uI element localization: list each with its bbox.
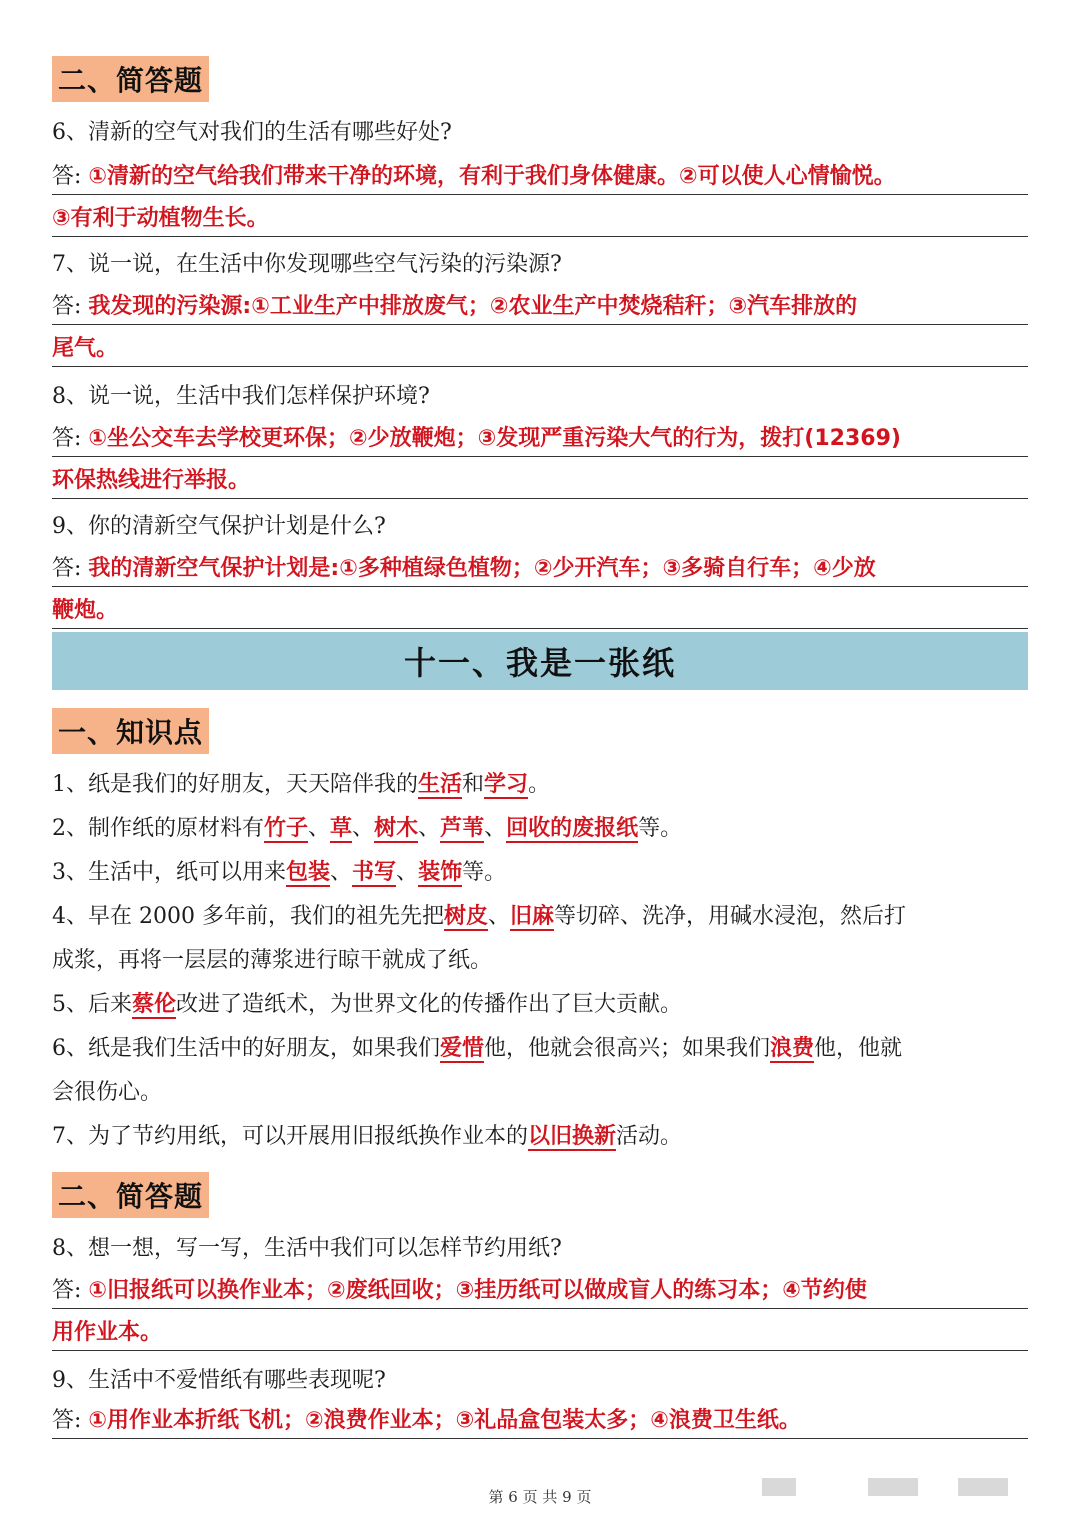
text: 等切碎、洗净，用碱水浸泡，然后打: [554, 904, 907, 929]
question-8b: 8、想一想，写一写，生活中我们可以怎样节约用纸?: [52, 1236, 562, 1261]
chapter-banner: 十一、我是一张纸: [52, 632, 1028, 690]
text: 3、生活中，纸可以用来: [52, 860, 286, 885]
section-title-short-answer: 二、简答题: [52, 56, 209, 102]
keyword: 竹子: [264, 816, 309, 841]
answer-7-text-2: 尾气。: [52, 336, 119, 361]
text: 4、早在 2000 多年前，我们的祖先先把: [52, 904, 444, 929]
answer-6-line-1: [52, 162, 1028, 195]
answer-8b-line-2: [52, 1318, 1028, 1351]
question-8: 8、说一说，生活中我们怎样保护环境?: [52, 384, 430, 409]
question-6: 6、清新的空气对我们的生活有哪些好处?: [52, 120, 452, 145]
separator: 、: [488, 904, 511, 929]
keyword: 树木: [374, 816, 419, 841]
text: 等。: [638, 816, 683, 841]
answer-8-text-1: ①坐公交车去学校更环保；②少放鞭炮；③发现严重污染大气的行为，拨打(12369): [88, 426, 901, 451]
text: 。: [528, 772, 551, 797]
keyword: 学习: [484, 772, 529, 797]
question-9b: 9、生活中不爱惜纸有哪些表现呢?: [52, 1368, 386, 1393]
text: 活动。: [616, 1124, 683, 1149]
answer-prefix: 答:: [52, 1408, 82, 1433]
separator: 、: [484, 816, 507, 841]
answer-prefix: 答:: [52, 1278, 82, 1303]
keyword: 生活: [418, 772, 463, 797]
knowledge-point-6: [52, 1034, 1032, 1064]
text: 他，他就会很高兴；如果我们: [484, 1036, 771, 1061]
answer-9-text-1: 我的清新空气保护计划是:①多种植绿色植物；②少开汽车；③多骑自行车；④少放: [88, 556, 876, 581]
answer-8b-text-1: ①旧报纸可以换作业本；②废纸回收；③挂历纸可以做成盲人的练习本；④节约使: [88, 1278, 867, 1303]
answer-8-line-1: [52, 424, 1028, 457]
keyword: 书写: [352, 860, 397, 885]
page-footer: 第 6 页 共 9 页: [488, 1488, 592, 1506]
answer-prefix: 答:: [52, 426, 82, 451]
knowledge-point-4: [52, 902, 1032, 932]
separator: 、: [352, 816, 375, 841]
answer-7-line-2: [52, 334, 1028, 367]
keyword: 蔡伦: [132, 992, 177, 1017]
keyword: 草: [330, 816, 353, 841]
answer-prefix: 答:: [52, 294, 82, 319]
knowledge-point-4-line-2: 成浆，再将一层层的薄浆进行晾干就成了纸。: [52, 948, 493, 973]
answer-8-line-2: [52, 466, 1028, 499]
knowledge-point-7: [52, 1122, 1032, 1152]
answer-prefix: 答:: [52, 164, 82, 189]
text: 和: [462, 772, 485, 797]
answer-8-text-2: 环保热线进行举报。: [52, 468, 251, 493]
separator: 、: [418, 816, 441, 841]
answer-7-line-1: [52, 292, 1028, 325]
answer-9-line-1: [52, 554, 1028, 587]
answer-9-text-2: 鞭炮。: [52, 598, 119, 623]
watermark-blur: [958, 1478, 1008, 1496]
separator: 、: [330, 860, 353, 885]
question-7: 7、说一说，在生活中你发现哪些空气污染的污染源?: [52, 252, 562, 277]
answer-6-line-2: [52, 204, 1028, 237]
keyword: 爱惜: [440, 1036, 485, 1061]
answer-8b-text-2: 用作业本。: [52, 1320, 163, 1345]
answer-9b-text-1: ①用作业本折纸飞机；②浪费作业本；③礼品盒包装太多；④浪费卫生纸。: [88, 1408, 801, 1433]
separator: 、: [396, 860, 419, 885]
knowledge-point-2: [52, 814, 1032, 844]
keyword: 以旧换新: [528, 1124, 617, 1149]
keyword: 旧麻: [510, 904, 555, 929]
answer-prefix: 答:: [52, 556, 82, 581]
watermark-blur: [762, 1478, 796, 1496]
knowledge-point-3: [52, 858, 1032, 888]
knowledge-point-1: [52, 770, 1032, 800]
keyword: 芦苇: [440, 816, 485, 841]
text: 2、制作纸的原材料有: [52, 816, 264, 841]
text: 5、后来: [52, 992, 132, 1017]
keyword: 浪费: [770, 1036, 815, 1061]
answer-6-text-2: ③有利于动植物生长。: [52, 206, 269, 231]
answer-9-line-2: [52, 596, 1028, 629]
text: 7、为了节约用纸，可以开展用旧报纸换作业本的: [52, 1124, 528, 1149]
answer-9b-line-1: [52, 1406, 1028, 1439]
question-9: 9、你的清新空气保护计划是什么?: [52, 514, 386, 539]
text: 6、纸是我们生活中的好朋友，如果我们: [52, 1036, 440, 1061]
text: 他，他就: [814, 1036, 903, 1061]
answer-8b-line-1: [52, 1276, 1028, 1309]
keyword: 装饰: [418, 860, 463, 885]
keyword: 回收的废报纸: [506, 816, 639, 841]
section-title-knowledge: 一、知识点: [52, 708, 209, 754]
watermark-blur: [868, 1478, 918, 1496]
separator: 、: [308, 816, 331, 841]
answer-7-text-1: 我发现的污染源:①工业生产中排放废气；②农业生产中焚烧秸秆；③汽车排放的: [88, 294, 858, 319]
keyword: 树皮: [443, 904, 488, 929]
section-title-short-answer-2: 二、简答题: [52, 1172, 209, 1218]
knowledge-point-6-line-2: 会很伤心。: [52, 1080, 163, 1105]
text: 等。: [462, 860, 507, 885]
answer-6-text-1: ①清新的空气给我们带来干净的环境，有利于我们身体健康。②可以使人心情愉悦。: [88, 164, 896, 189]
text: 改进了造纸术，为世界文化的传播作出了巨大贡献。: [176, 992, 683, 1017]
knowledge-point-5: [52, 990, 1032, 1020]
text: 1、纸是我们的好朋友，天天陪伴我的: [52, 772, 418, 797]
keyword: 包装: [286, 860, 331, 885]
